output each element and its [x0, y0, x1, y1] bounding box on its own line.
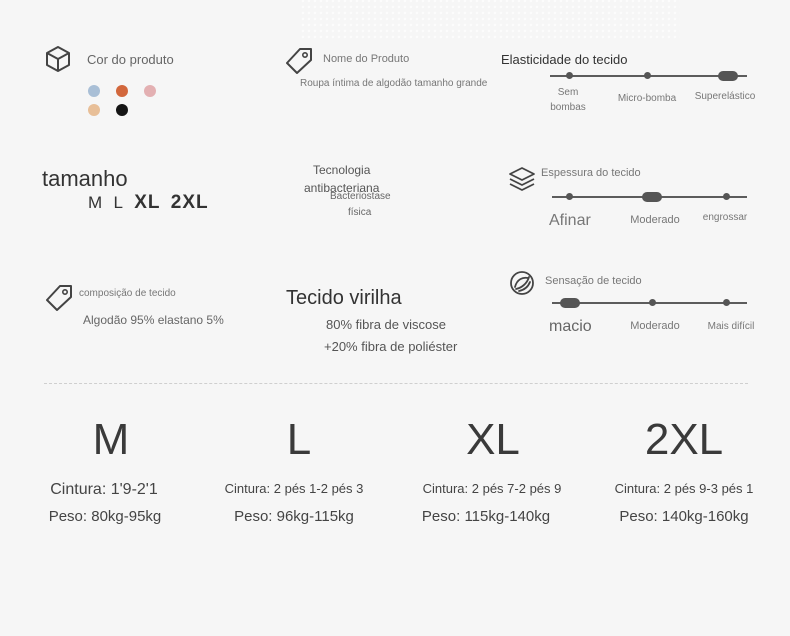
feel-stop-2[interactable] [649, 299, 656, 306]
feel-title: Sensação de tecido [545, 275, 642, 287]
size-chart-m-letter: M [92, 415, 130, 464]
thickness-stop-3[interactable] [723, 193, 730, 200]
composition-value: Algodão 95% elastano 5% [83, 313, 224, 327]
tag-icon [284, 46, 314, 74]
elasticity-title: Elasticidade do tecido [501, 52, 628, 67]
feel-option-2: Moderado [630, 320, 680, 332]
layers-icon [508, 165, 536, 193]
size-title: tamanho [42, 166, 128, 191]
elasticity-option-3: Superelástico [694, 91, 756, 102]
tech-sub-2: física [348, 207, 372, 218]
size-option-2xl[interactable]: 2XL [170, 192, 209, 213]
size-chart-xl-waist: Cintura: 2 pés 7-2 pés 9 [422, 481, 562, 496]
elasticity-option-2: Micro-bomba [617, 93, 677, 104]
product-name-label: Nome do Produto [323, 53, 410, 65]
tech-sub-1: Bacteriostase [330, 191, 391, 202]
size-chart-l-weight: Peso: 96kg-115kg [234, 508, 354, 525]
composition-label: composição de tecido [79, 288, 176, 299]
crotch-title: Tecido virilha [286, 287, 402, 309]
tag-icon [44, 283, 74, 311]
feel-stop-3[interactable] [723, 299, 730, 306]
elasticity-option-1: Sem bombas [550, 87, 586, 113]
thickness-option-2: Moderado [630, 214, 680, 226]
color-swatch-blue[interactable] [88, 85, 100, 97]
size-chart-xl-weight: Peso: 115kg-140kg [421, 508, 551, 525]
thickness-option-1: Afinar [549, 212, 591, 229]
tech-line-1: Tecnologia [313, 163, 371, 177]
feel-option-3: Mais difícil [707, 321, 755, 332]
thickness-stop-1[interactable] [566, 193, 573, 200]
size-options [88, 192, 209, 214]
box-icon [45, 45, 71, 73]
product-name-value: Roupa íntima de algodão tamanho grande [300, 78, 488, 89]
color-label: Cor do produto [87, 52, 174, 67]
size-chart-l-waist: Cintura: 2 pés 1-2 pés 3 [224, 481, 364, 496]
size-option-m[interactable]: M [88, 193, 104, 212]
section-divider [44, 383, 748, 384]
thickness-selected-knob[interactable] [642, 192, 662, 202]
color-swatch-pink[interactable] [144, 85, 156, 97]
crotch-line-1: 80% fibra de viscose [326, 317, 446, 332]
elasticity-stop-1[interactable] [566, 72, 573, 79]
size-option-xl[interactable]: XL [134, 192, 161, 213]
size-chart-2xl-letter: 2XL [644, 415, 724, 464]
tech-line-2: antibacteriana [304, 181, 380, 195]
size-option-l[interactable]: L [113, 193, 124, 212]
elasticity-stop-2[interactable] [644, 72, 651, 79]
crotch-line-2: +20% fibra de poliéster [324, 339, 458, 354]
color-swatch-orange[interactable] [116, 85, 128, 97]
fabric-swirl-icon [509, 270, 535, 296]
color-swatch-black[interactable] [116, 104, 128, 116]
size-chart-xl-letter: XL [466, 415, 520, 464]
size-chart-m-weight: Peso: 80kg-95kg [48, 508, 162, 525]
size-chart-l-letter: L [286, 415, 312, 464]
elasticity-selected-knob[interactable] [718, 71, 738, 81]
feel-selected-knob[interactable] [560, 298, 580, 308]
feel-option-1: macio [549, 318, 592, 335]
color-swatch-peach[interactable] [88, 104, 100, 116]
thickness-option-3: engrossar [702, 212, 748, 223]
size-chart-m-waist: Cintura: 1'9-2'1 [50, 481, 158, 498]
dotted-background [300, 0, 680, 40]
size-chart-2xl-waist: Cintura: 2 pés 9-3 pés 1 [614, 481, 754, 496]
thickness-title: Espessura do tecido [541, 167, 641, 179]
size-chart-2xl-weight: Peso: 140kg-160kg [619, 508, 749, 525]
